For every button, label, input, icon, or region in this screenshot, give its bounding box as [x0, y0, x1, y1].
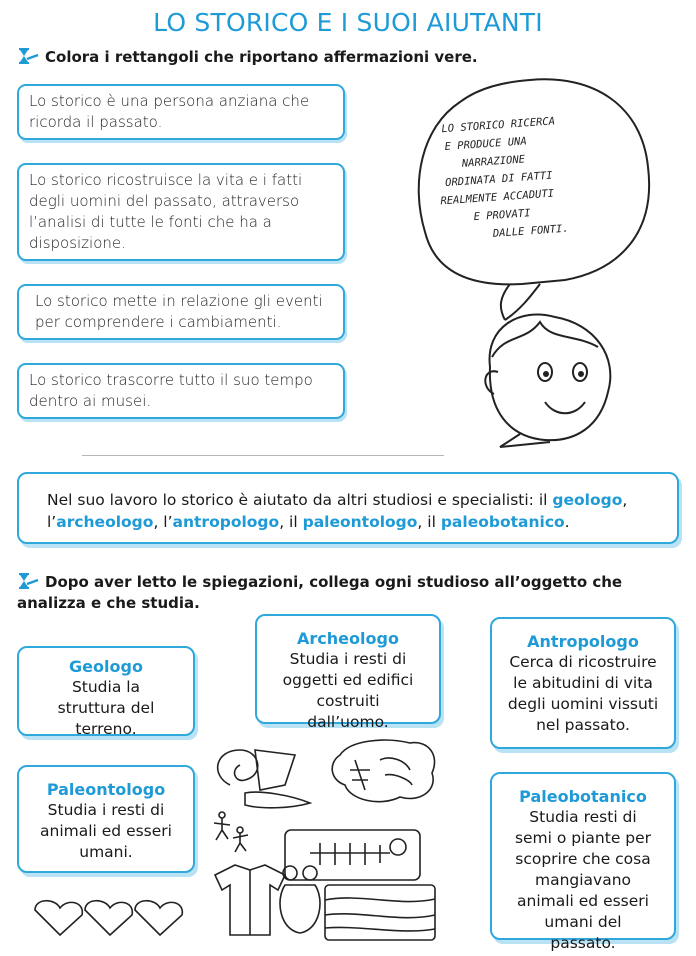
info-text: , il — [417, 513, 441, 531]
instruction-color — [17, 47, 478, 68]
statement-box-2[interactable]: Lo storico ricostruisce la vita e i fatti degli uomini del passato, attraverso l’analisi di tutte le fonti che ha a disposizione. — [17, 163, 345, 261]
child-face-icon — [485, 314, 610, 447]
speech-line: E PRODUCE UNA — [444, 135, 528, 154]
card-description: Studia i resti di animali ed esseri umani. — [40, 801, 172, 861]
speech-line: NARRAZIONE — [461, 153, 526, 170]
info-text: , l’ — [153, 513, 173, 531]
shell-fossil-icon — [218, 750, 295, 790]
info-text: . — [564, 513, 570, 531]
term-paleobotanico: paleobotanico — [440, 513, 565, 531]
info-text: , — [622, 491, 628, 509]
stone-tool-icon — [245, 792, 310, 808]
hourglass-icon — [17, 47, 39, 65]
page-title: LO STORICO E I SUOI AIUTANTI — [153, 8, 543, 37]
info-box — [17, 472, 679, 544]
speech-line: LO STORICO RICERCA — [441, 115, 556, 136]
rock-layers-icon — [325, 885, 435, 940]
objects-illustration — [200, 735, 485, 945]
term-paleontologo: paleontologo — [302, 513, 418, 531]
statement-box-1[interactable]: Lo storico è una persona anziana che ricorda il passato. — [17, 84, 345, 140]
card-title: Geologo — [69, 657, 143, 676]
statement-box-4[interactable]: Lo storico trascorre tutto il suo tempo dentro ai musei. — [17, 363, 345, 419]
instruction-connect — [17, 572, 677, 614]
instruction-color-text: Colora i rettangoli che riportano affermazioni vere. — [45, 48, 478, 66]
card-description: Cerca di ricostruire le abitudini di vita degli uomini vissuti nel passato. — [507, 653, 659, 734]
divider — [82, 455, 444, 456]
pottery-shards-illustration — [30, 890, 200, 940]
skeleton-fossil-icon — [285, 830, 420, 880]
hourglass-icon — [17, 572, 39, 590]
card-description: Studia la struttura del terreno. — [57, 678, 155, 738]
card-description: Studia resti di semi o piante per scoprire che cosa mangiavano animali ed esseri umani del passato. — [514, 808, 652, 952]
instruction-connect-text: Dopo aver letto le spiegazioni, collega ogni studioso all’oggetto che analizza e che studia. — [17, 573, 623, 612]
leaf-fossil-icon — [332, 740, 434, 802]
card-title: Archeologo — [297, 629, 399, 648]
card-archeologo[interactable] — [255, 614, 441, 731]
card-title: Antropologo — [527, 632, 639, 651]
speech-line: DALLE FONTI. — [492, 222, 569, 240]
speech-line: E PROVATI — [473, 207, 531, 224]
card-paleontologo[interactable] — [17, 765, 195, 873]
card-paleobotanico[interactable] — [490, 772, 676, 952]
term-antropologo: antropologo — [172, 513, 280, 531]
term-archeologo: archeologo — [56, 513, 154, 531]
clothing-icon — [215, 865, 285, 935]
card-title: Paleobotanico — [519, 787, 647, 806]
term-geologo: geologo — [552, 491, 623, 509]
card-antropologo[interactable] — [490, 617, 676, 749]
statement-box-3[interactable]: Lo storico mette in relazione gli eventi per comprendere i cambiamenti. — [17, 284, 345, 340]
cave-painting-icon — [214, 812, 248, 852]
card-geologo[interactable] — [17, 646, 195, 736]
card-description: Studia i resti di oggetti ed edifici costruiti dall’uomo. — [282, 650, 414, 731]
info-text: , il — [279, 513, 303, 531]
speech-bubble-text — [433, 108, 631, 247]
speech-line: ORDINATA DI FATTI — [444, 169, 553, 190]
info-text: l’ — [47, 513, 57, 531]
card-title: Paleontologo — [46, 780, 166, 799]
info-text: Nel suo lavoro lo storico è aiutato da altri studiosi e specialisti: il — [47, 491, 553, 509]
speech-line: REALMENTE ACCADUTI — [440, 187, 555, 208]
